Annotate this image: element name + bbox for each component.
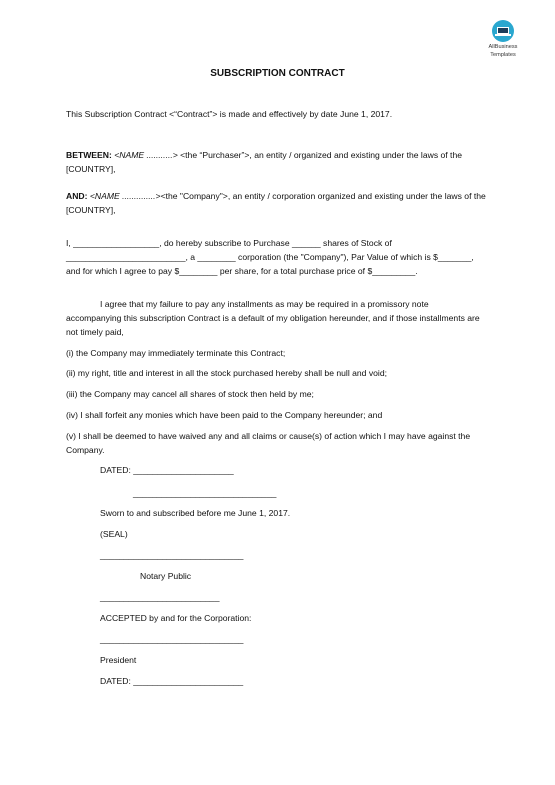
document-title: SUBSCRIPTION CONTRACT: [210, 68, 345, 79]
logo: [483, 20, 523, 59]
and-paragraph: [66, 189, 486, 217]
list-item: (i) the Company may immediately terminate this Contract;: [66, 348, 286, 358]
list-item: (iv) I shall forfeit any monies which have been paid to the Company hereunder; and: [66, 410, 383, 420]
list-item: (iii) the Company may cancel all shares of stock then held by me;: [66, 389, 314, 399]
purchaser-name: <NAME ...........>: [114, 150, 178, 160]
dated-line-1: DATED: _____________________: [100, 465, 234, 475]
logo-line2: Templates: [490, 52, 516, 59]
accepted-text: ACCEPTED by and for the Corporation:: [100, 613, 252, 623]
list-item: (ii) my right, title and interest in all the stock purchased hereby shall be null and void;: [66, 368, 387, 378]
laptop-icon: [492, 20, 514, 42]
between-text: <the “Purchaser”>, an entity / organized and existing under the laws of the [COUNTRY],: [66, 150, 463, 174]
sworn-text: Sworn to and subscribed before me June 1, 2017.: [100, 508, 291, 518]
logo-line1: AllBusiness: [488, 44, 518, 50]
agree-paragraph: I agree that my failure to pay any installments as may be required in a promissory note accompanying this subscription Contract is a default of my obligation hereunder, and if those installments are not timely paid,: [66, 299, 480, 337]
notary-signature-line: ______________________________: [100, 550, 244, 560]
intro-paragraph: This Subscription Contract <“Contract”> is made and effectively by date June 1, 2017.: [66, 109, 393, 119]
seal-label: (SEAL): [100, 529, 128, 539]
and-text: <the "Company">, an entity / corporation organized and existing under the laws of the [COUNTRY],: [66, 191, 486, 215]
company-name: <NAME ..............>: [89, 191, 161, 201]
corporation-signature-line: ______________________________: [100, 634, 244, 644]
president-label: President: [100, 655, 137, 665]
signature-line: ______________________________: [133, 488, 277, 498]
dated-line-2: DATED: _______________________: [100, 676, 244, 686]
between-label: BETWEEN:: [66, 150, 112, 160]
between-paragraph: [66, 148, 486, 176]
subscribe-paragraph: I, __________________, do hereby subscribe to Purchase ______ shares of Stock of _________________________, a ________ corporation (the "Company"), Par Value of which is $_______, and for which I agree to pay $________ per share, for a total purchase price of $_________.: [66, 238, 474, 276]
notary-date-line: _________________________: [100, 592, 220, 602]
and-label: AND:: [66, 191, 88, 201]
notary-public-label: Notary Public: [140, 571, 192, 581]
list-item: (v) I shall be deemed to have waived any and all claims or cause(s) of action which I may have against the Company.: [66, 431, 471, 455]
